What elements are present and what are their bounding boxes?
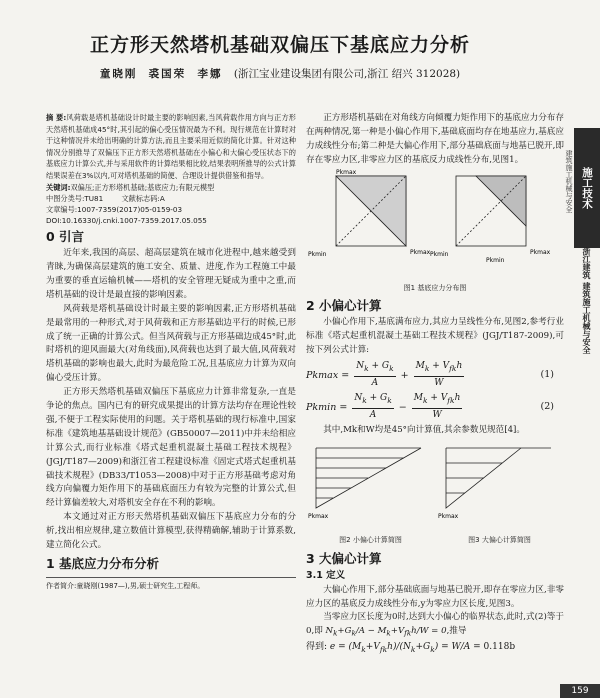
- page-title: 正方形天然塔机基础双偏压下基底应力分析: [89, 34, 470, 56]
- article-number: 文章编号:1007-7359(2017)05-0159-03: [46, 205, 183, 215]
- paragraph: 风荷载是塔机基础设计时最主要的影响因素,正方形塔机基础是最常用的一种形式,对于风荷载和正方形基础边平行的时候,已形成了统一正确的计算公式。但当风荷载与正方形基础边成45°时,此时塔机的迎风面最大(对角线面),风荷载也达到了最大值,风荷载对塔机基础的影响也最大,此时为最危险工况,且基底应力计算为双向偏心受压计算。: [46, 303, 296, 384]
- fig1-label: Pkmax: [530, 248, 551, 256]
- eq2-number: (2): [540, 401, 554, 413]
- paragraph: 当零应力区长度为0时,达到大小偏心的临界状态,此时,式(2)等于0,即 $N_k+G_k/A - M_k+V_{fk}h/W = 0$,推导: [306, 612, 564, 639]
- figure-1: [306, 168, 556, 276]
- fig1-label: Pkmin: [486, 256, 505, 264]
- fig2-label: Pkmax: [308, 512, 329, 520]
- author-3: 李娜: [197, 68, 223, 80]
- figure-2-caption: 图2 小偏心计算简图: [339, 535, 402, 544]
- section-1-heading: 1 基底应力分布分析: [46, 556, 160, 571]
- eq2-lhs: Pkmin: [306, 401, 337, 413]
- figure-1-caption: 图1 基底应力分布图: [403, 283, 467, 292]
- abstract-text: 风荷载是塔机基础设计时最主要的影响因素,当风荷载作用方向与正方形天然塔机基础成45°时,其引起的偏心受压情况最为不利。现行规范在计算时对于这种情况并未给出明确的计算方法,而且主要采用近似的简化计算。针对这种情况分别推导了双偏压下正方形天然塔机基础在小偏心和大偏心受压状态下的基底应力计算公式,并与采用软件的计算结果相比较,结果表明所推导的公式计算结果误差在3%以内,可对塔机基础的简便、合理设计提供借鉴和指导。: [46, 113, 296, 180]
- author-2: 裘国荣: [148, 68, 187, 80]
- figure-3-caption: 图3 大偏心计算简图: [468, 535, 531, 544]
- paragraph: 大偏心作用下,部分基础底面与地基已脱开,即存在零应力区,非零应力区的基底反力成线性分布,y为零应力区长度,见图3。: [306, 584, 564, 609]
- eq1-number: (1): [540, 369, 554, 381]
- abstract: [46, 112, 296, 193]
- subsection-3-1: 3.1 定义: [306, 569, 346, 581]
- author-1: 童晓刚: [99, 68, 138, 80]
- keywords-label: 关键词:: [46, 182, 71, 192]
- fig1-label: Pkmin: [430, 250, 449, 258]
- paragraph: 其中,Mk和W均是45°向计算值,其余参数见规范[4]。: [323, 425, 525, 436]
- figures-2-3: [306, 438, 564, 528]
- eq1-lhs: Pkmax: [306, 369, 339, 381]
- fig1-label: Pkmax: [336, 168, 357, 176]
- figure-captions: [306, 534, 564, 548]
- authors-line: [0, 66, 560, 81]
- paragraph: 本文通过对正方形天然塔机基础双偏压下基底应力分布的分析,找出相应规律,建立数值计算模型,获得精确解,辅助于计算系数,建立简化公式。: [46, 512, 296, 551]
- page-number: 159: [560, 684, 600, 698]
- right-column: [306, 112, 564, 657]
- paragraph: 正方形塔机基础在对角线方向倾覆力矩作用下的基底应力分布存在两种情况,第一种是小偏心作用下,基础底面均存在地基应力,基底应力成线性分布;第二种是大偏心作用下,部分基础底面与地基已脱开,即存在零应力区,非零应力区的基底反力成线性分布,见图1。: [306, 113, 564, 165]
- section-tab: 施工技术: [574, 128, 600, 248]
- paragraph: 正方形天然塔机基础双偏压下基底应力计算非常复杂,一直是争论的焦点。国内已有的研究成果提出的计算方法均存在理论性较强,不便于工程实际使用的问题。关于塔机基础的现行标准中,国家标准《建筑地基基础设计规范》(GB50007—2011)中并未给相应计算公式,而行业标准《塔式起重机混凝土基础工程技术规程》(JGJ/T187—2009)和浙江省工程建设标准《固定式塔式起重机基础技术规程》(DB33/T1053—2008)中对于正方形基础考虑对角线方向偏覆力矩作用下的基础底面压力有较为完整的计算公式,但经计算偏差较大,对塔机安全存在不利的影响。: [46, 387, 296, 509]
- paragraph-tail: ,推导: [446, 626, 467, 637]
- fig1-label: Pkmax: [410, 248, 431, 256]
- section-subtab: 建筑施工机械与安全: [565, 150, 573, 213]
- fig1-label: Pkmin: [308, 250, 327, 258]
- equation-2: Pkmin = $\frac{N_k + G_k}{A}$ − $\frac{M_k + V_{fk}h}{W}$ (2): [306, 393, 554, 420]
- equation-1: Pkmax = $\frac{N_k + G_k}{A}$ + $\frac{M_k + V_{fk}h}{W}$ (1): [306, 361, 554, 388]
- section-2-heading: 2 小偏心计算: [306, 298, 382, 314]
- section-0-heading: 0 引言: [46, 229, 85, 245]
- doc-code: 文献标志码:A: [121, 194, 165, 204]
- result-value: = 0.118b: [473, 641, 516, 652]
- result-prefix: 得到:: [306, 641, 328, 652]
- doi: DOI:10.16330/j.cnki.1007-7359.2017.05.055: [46, 216, 207, 226]
- section-3-heading: 3 大偏心计算: [306, 550, 382, 566]
- keywords: 双偏压;正方形塔机基础;基底应力;有限元模型: [70, 182, 215, 192]
- footnote: 作者简介:童晓刚(1987—),男,硕士研究生,工程师。: [46, 577, 296, 594]
- paragraph-text: 当零应力区长度为0时,达到大小偏心的临界状态,此时,式(2)等于0,即: [306, 612, 564, 637]
- abstract-label: 摘 要:: [46, 113, 67, 122]
- clc-code: 中图分类号:TU81: [46, 194, 104, 204]
- affiliation: (浙江宝业建设集团有限公司,浙江 绍兴 312028): [233, 68, 461, 80]
- fig3-label: Pkmax: [438, 512, 459, 520]
- article-meta: [46, 193, 296, 226]
- result-line: 得到: $e = (M_k+V_{fk}h)/(N_k+G_k) = W/A = 0.118b$: [306, 641, 516, 654]
- paragraph: 小偏心作用下,基底满布应力,其应力呈线性分布,见图2,参考行业标准《塔式起重机混凝土基础工程技术规程》(JGJ/T187-2009),可按下列公式计算:: [306, 317, 564, 356]
- left-column: [46, 112, 296, 594]
- paragraph: 近年来,我国的高层、超高层建筑在城市化进程中,越来越受到青睐,为确保高层建筑的施工安全、质量、进度,作为工程施工中最为重要的垂直运输机械——塔机的安全管理无疑成为重中之重,而塔机基础的设计是最直接的影响因素。: [46, 248, 296, 300]
- journal-tab: 浙江建筑 建筑施工机械与安全: [582, 246, 592, 354]
